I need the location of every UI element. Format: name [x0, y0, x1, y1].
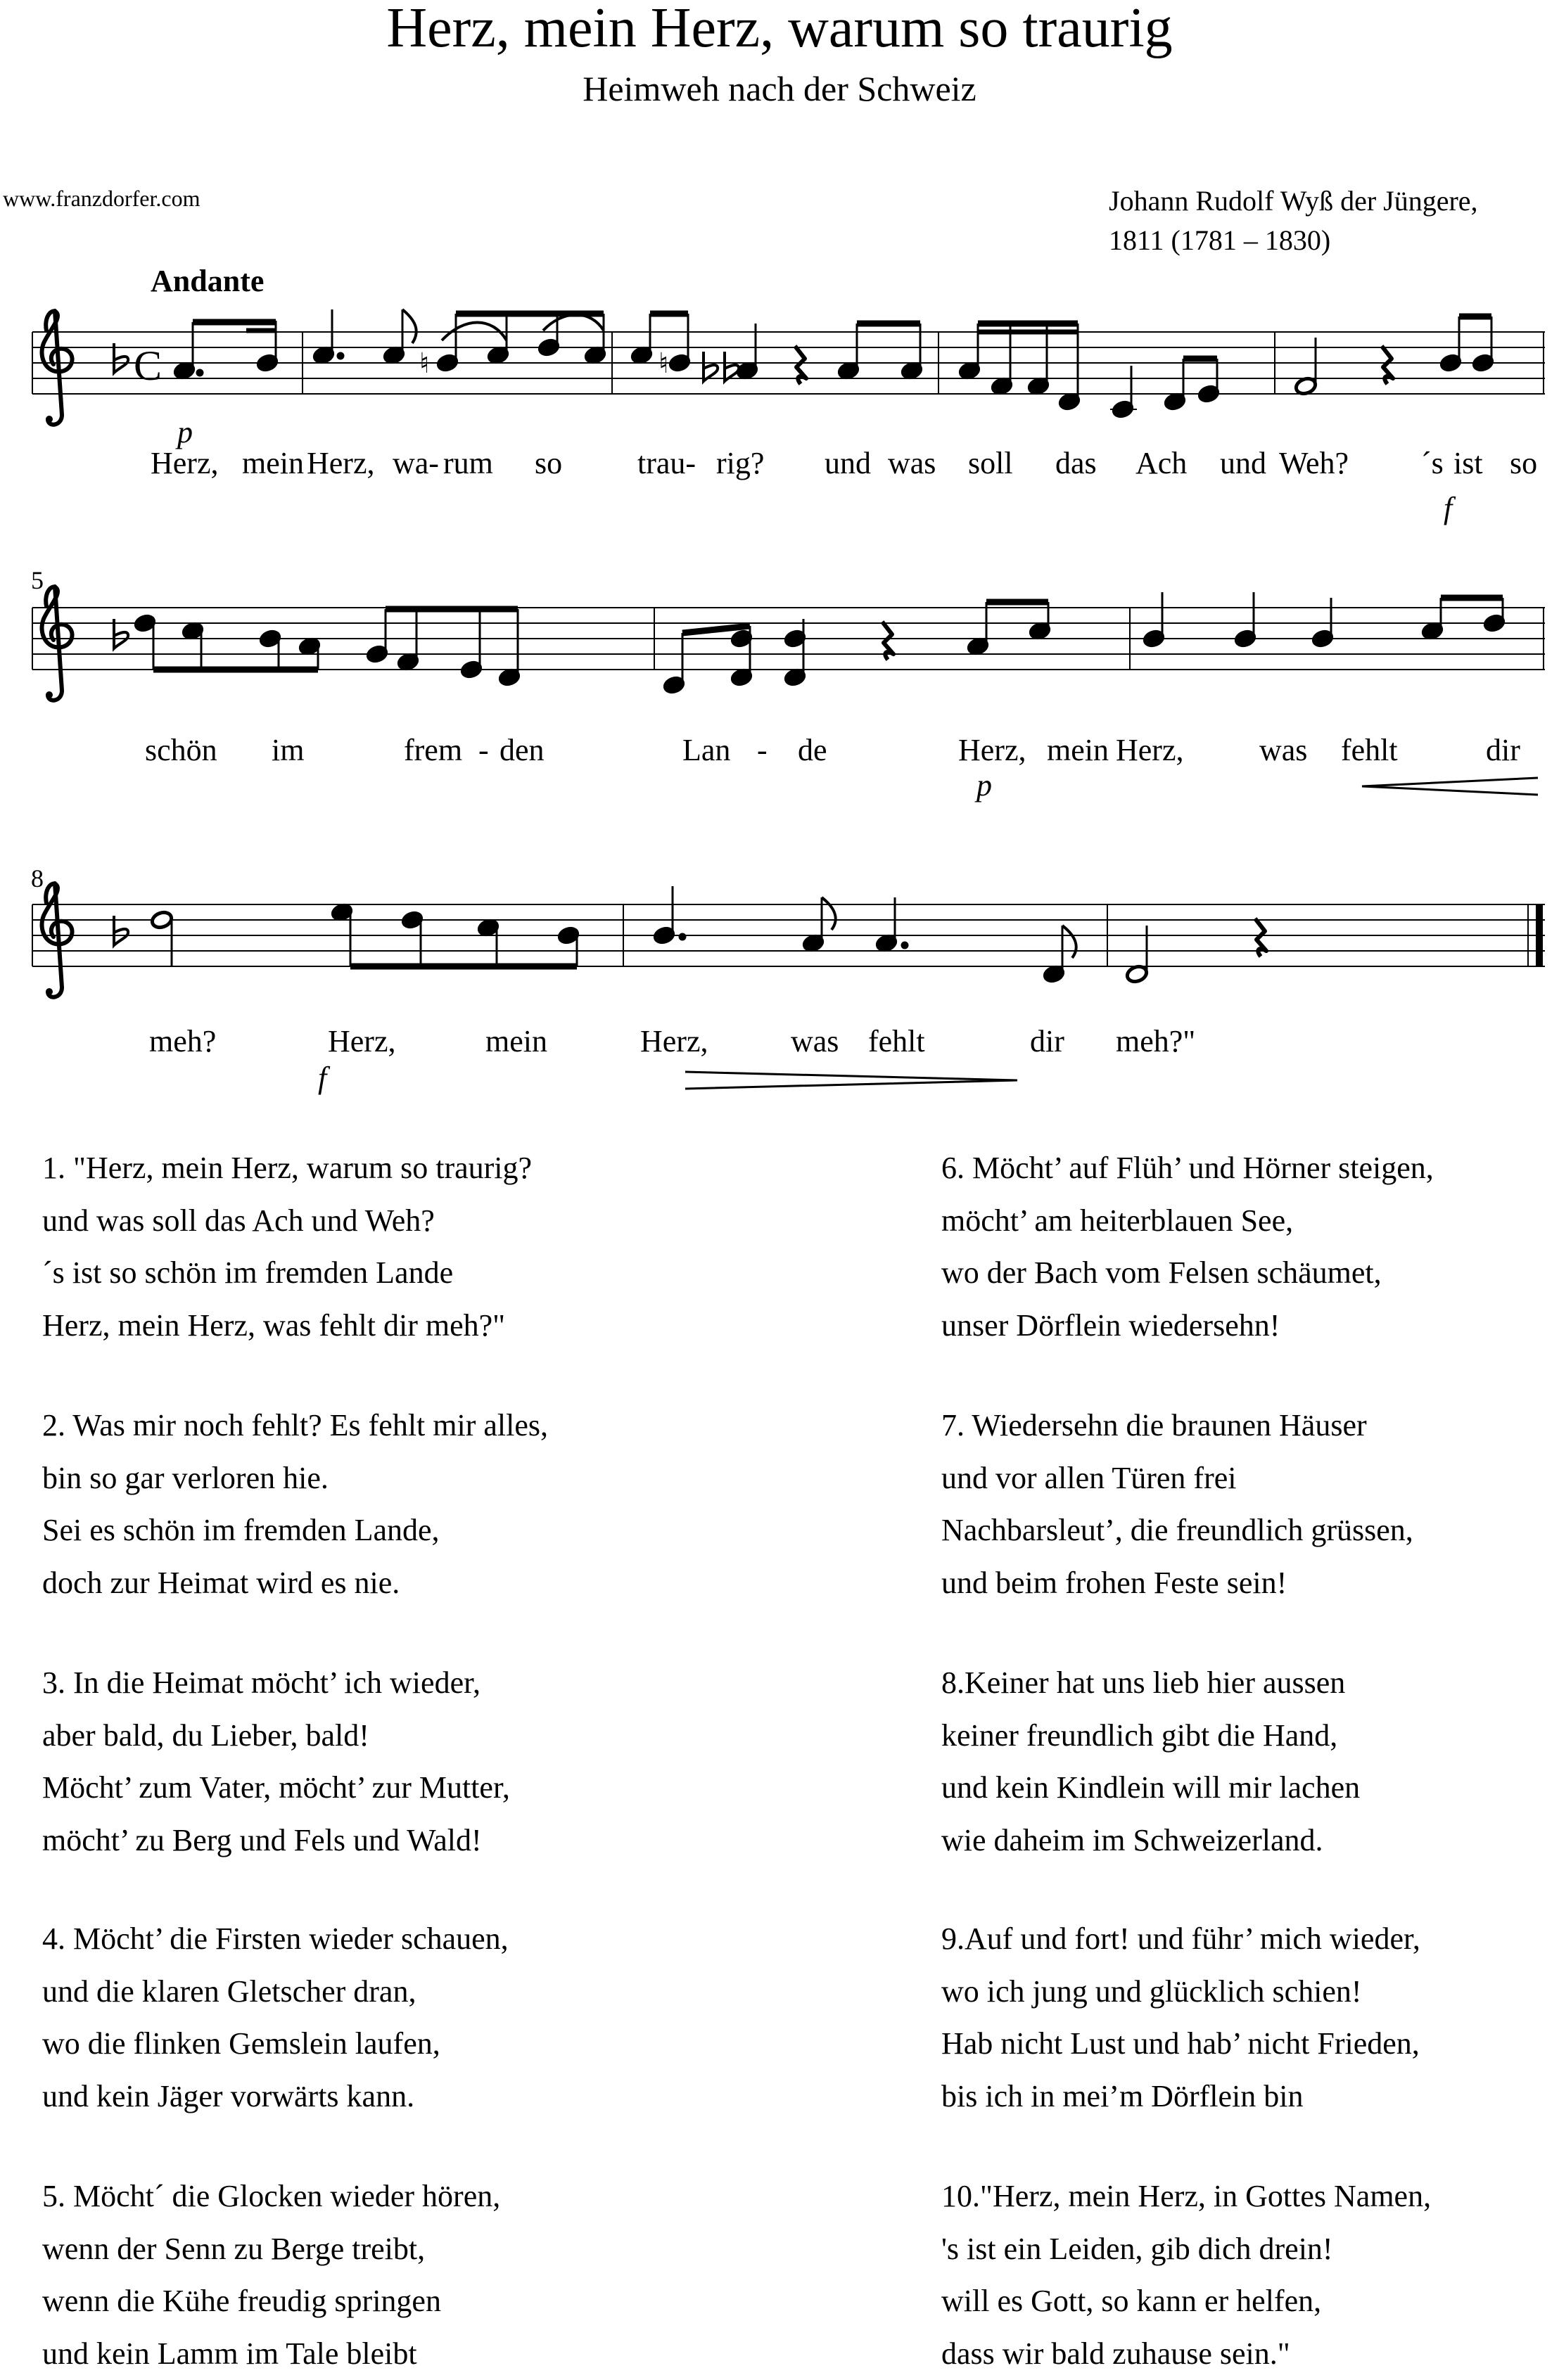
lyric-syllable: Ach: [1135, 446, 1187, 481]
verse-3: [42, 1657, 510, 1867]
lyric-syllable: ist: [1453, 446, 1483, 481]
verse-line: 6. Möcht’ auf Flüh’ und Hörner steigen,: [941, 1142, 1434, 1195]
dynamic-mark: f: [1444, 491, 1452, 526]
lyric-syllable: Herz,: [958, 733, 1026, 768]
verse-line: 's ist ein Leiden, gib dich drein!: [941, 2223, 1431, 2276]
lyric-syllable: das: [1055, 446, 1097, 481]
verse-line: wenn die Kühe freudig springen: [42, 2275, 500, 2328]
verse-line: wo ich jung und glücklich schien!: [941, 1966, 1420, 2018]
lyric-syllable: fehlt: [868, 1024, 925, 1059]
verse-line: keiner freundlich gibt die Hand,: [941, 1710, 1360, 1762]
lyric-syllable: mein: [485, 1024, 547, 1059]
dynamic-mark: f: [318, 1061, 326, 1096]
lyric-syllable: frem: [404, 733, 462, 768]
verse-line: wie daheim im Schweizerland.: [941, 1815, 1360, 1867]
svg-text:♮: ♮: [419, 347, 429, 379]
lyric-syllable: Herz,: [640, 1024, 708, 1059]
tempo-marking: Andante: [151, 263, 264, 299]
verse-line: und kein Kindlein will mir lachen: [941, 1762, 1360, 1815]
composer-dates: 1811 (1781 – 1830): [1109, 221, 1478, 260]
lyric-syllable: mein: [242, 446, 304, 481]
verse-line: bis ich in mei’m Dörflein bin: [941, 2071, 1420, 2123]
lyric-syllable: rig?: [716, 446, 764, 481]
lyric-syllable: meh?: [149, 1024, 216, 1059]
lyric-syllable: was: [791, 1024, 839, 1059]
lyric-syllable: Herz,: [1116, 733, 1184, 768]
lyric-syllable: mein: [1047, 733, 1109, 768]
verse-line: und beim frohen Feste sein!: [941, 1557, 1413, 1610]
verse-1: [42, 1142, 532, 1352]
time-signature: C: [134, 343, 162, 389]
measure-number: 5: [31, 563, 44, 598]
verse-line: und was soll das Ach und Weh?: [42, 1195, 532, 1248]
verse-line: 7. Wiedersehn die braunen Häuser: [941, 1400, 1413, 1452]
lyric-syllable: fehlt: [1341, 733, 1398, 768]
lyric-syllable: so: [535, 446, 562, 481]
lyric-syllable: Herz,: [328, 1024, 396, 1059]
verse-line: bin so gar verloren hie.: [42, 1452, 548, 1505]
lyric-syllable: de: [798, 733, 827, 768]
verse-line: Hab nicht Lust und hab’ nicht Frieden,: [941, 2018, 1420, 2071]
verse-6: [941, 1142, 1434, 1352]
verse-line: 1. "Herz, mein Herz, warum so traurig?: [42, 1142, 532, 1195]
verse-line: möcht’ am heiterblauen See,: [941, 1195, 1434, 1248]
lyric-syllable: Weh?: [1279, 446, 1349, 481]
lyric-syllable: Herz,: [307, 446, 375, 481]
verse-line: 4. Möcht’ die Firsten wieder schauen,: [42, 1913, 509, 1966]
verse-line: Nachbarsleut’, die freundlich grüssen,: [941, 1504, 1413, 1557]
verse-line: Herz, mein Herz, was fehlt dir meh?": [42, 1300, 532, 1352]
lyric-syllable: so: [1510, 446, 1537, 481]
lyric-syllable: meh?": [1116, 1024, 1195, 1059]
lyric-syllable: soll: [968, 446, 1013, 481]
lyric-syllable: wa-: [393, 446, 439, 481]
dynamic-mark: p: [976, 768, 992, 803]
verse-line: ´s ist so schön im fremden Lande: [42, 1247, 532, 1300]
svg-text:♮: ♮: [658, 347, 668, 379]
lyric-syllable: was: [1259, 733, 1307, 768]
verse-line: und kein Lamm im Tale bleibt: [42, 2328, 500, 2380]
verse-4: [42, 1913, 509, 2123]
verse-line: aber bald, du Lieber, bald!: [42, 1710, 510, 1762]
song-subtitle: Heimweh nach der Schweiz: [0, 68, 1559, 110]
verse-line: wo die flinken Gemslein laufen,: [42, 2018, 509, 2071]
verse-line: unser Dörflein wiedersehn!: [941, 1300, 1434, 1352]
verse-5: [42, 2170, 500, 2380]
lyric-syllable: im: [272, 733, 304, 768]
verse-line: 10."Herz, mein Herz, in Gottes Namen,: [941, 2170, 1431, 2223]
verse-line: Möcht’ zum Vater, möcht’ zur Mutter,: [42, 1762, 510, 1815]
dynamic-mark: p: [177, 415, 193, 450]
verse-line: und die klaren Gletscher dran,: [42, 1966, 509, 2018]
website-label: www.franzdorfer.com: [3, 184, 200, 212]
verse-line: 9.Auf und fort! und führ’ mich wieder,: [941, 1913, 1420, 1966]
verse-line: will es Gott, so kann er helfen,: [941, 2275, 1431, 2328]
verse-2: [42, 1400, 548, 1609]
lyric-syllable: rum: [443, 446, 493, 481]
verse-10: [941, 2170, 1431, 2380]
lyric-syllable: trau-: [637, 446, 696, 481]
verse-8: [941, 1657, 1360, 1867]
verse-line: wo der Bach vom Felsen schäumet,: [941, 1247, 1434, 1300]
verse-line: 5. Möcht´ die Glocken wieder hören,: [42, 2170, 500, 2223]
lyric-syllable: dir: [1486, 733, 1520, 768]
verse-line: Sei es schön im fremden Lande,: [42, 1504, 548, 1557]
verse-line: und vor allen Türen frei: [941, 1452, 1413, 1505]
verse-line: doch zur Heimat wird es nie.: [42, 1557, 548, 1610]
song-title: Herz, mein Herz, warum so traurig: [0, 0, 1559, 56]
composer-name: Johann Rudolf Wyß der Jüngere,: [1109, 181, 1478, 221]
lyric-syllable: und: [1220, 446, 1266, 481]
hairpins: [0, 0, 1559, 1125]
lyric-syllable: was: [888, 446, 936, 481]
measure-number: 8: [31, 861, 44, 896]
lyric-syllable: Lan: [682, 733, 730, 768]
lyric-syllable: -: [757, 733, 768, 768]
lyric-syllable: Herz,: [151, 446, 219, 481]
verse-line: möcht’ zu Berg und Fels und Wald!: [42, 1815, 510, 1867]
verse-7: [941, 1400, 1413, 1609]
verse-line: wenn der Senn zu Berge treibt,: [42, 2223, 500, 2276]
verse-9: [941, 1913, 1420, 2123]
verse-line: dass wir bald zuhause sein.": [941, 2328, 1431, 2380]
lyric-syllable: dir: [1030, 1024, 1064, 1059]
lyric-syllable: -: [478, 733, 489, 768]
verse-line: 2. Was mir noch fehlt? Es fehlt mir alles,: [42, 1400, 548, 1452]
lyric-syllable: und: [825, 446, 871, 481]
verse-line: und kein Jäger vorwärts kann.: [42, 2071, 509, 2123]
lyric-syllable: schön: [145, 733, 217, 768]
lyric-syllable: ´s: [1421, 446, 1444, 481]
lyric-syllable: den: [499, 733, 545, 768]
verse-line: 8.Keiner hat uns lieb hier aussen: [941, 1657, 1360, 1710]
verse-line: 3. In die Heimat möcht’ ich wieder,: [42, 1657, 510, 1710]
